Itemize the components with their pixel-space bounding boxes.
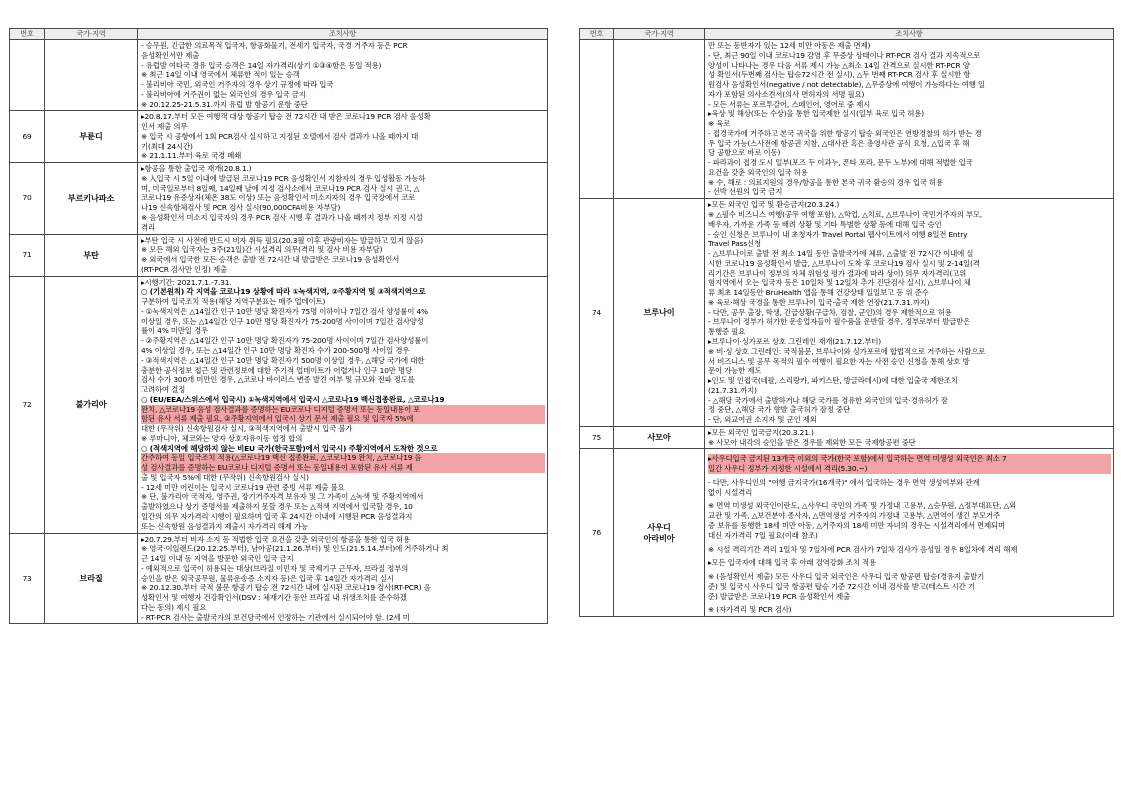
highlighted-measure-line: ▸사우디입국 금지된 13개국 이외의 국가(한국 포함)에서 입국하는 면역 미생성 외국인은 최소 7 (708, 454, 1111, 464)
measure-line: - 승무원, 긴급한 의료목적 입국자, 항공화물기, 전세기 입국자, 국경 거주자 등은 PCR (141, 41, 408, 50)
measure-line: 원검사 음성확인서(negative / not detectable), △무증상에 여행이 가능하다는 여행 일 (708, 80, 985, 90)
measure-line: 률이 4% 미만일 경우 (141, 326, 208, 336)
measure-line: 구분하여 입국조치 적용(해당 지역구분표는 매주 업데이트) (141, 297, 326, 307)
country-name (45, 40, 138, 111)
measure-line: 대한 (무작위) 신속항원검사 실시, ③적색지역에서 출발시 입국 불가 (141, 424, 353, 434)
measure-line: - 브루나이 정부가 허가한 운송업자들이 필수품을 운반할 경우, 정부로부터 발급받은 (708, 317, 971, 327)
country-row (10, 276, 548, 533)
measure-line: 나19 신속항체검사 및 PCR 검사 실시(90,000CFA비용 자부담) (141, 203, 341, 213)
measure-line: - 불리비아 국민, 외국인 거주자의 경우 상기 규정에 따라 입국 (141, 80, 334, 90)
header-measure: 조치사항 (138, 29, 548, 40)
measure-line: (RT-PCR 검사만 인정) 제출 (141, 264, 227, 274)
country-name (614, 40, 705, 199)
country-name: 부탄 (45, 234, 138, 276)
measure-line: - RT-PCR 검사는 출발국가의 보건당국에서 인정하는 기관에서 실시되어야 함. (2세 미 (141, 612, 410, 622)
measure-line: ※ 최근 14일 이내 영국에서 체류한 적이 있는 승객 (141, 70, 300, 80)
measure-cell (138, 234, 548, 276)
highlighted-measure-line: 완치, △코로나19 음성 검사결과를 증명하는 EU코로나 디지털 증명서 또는 동일내용이 포 (141, 405, 545, 415)
measure-line: 요건을 갖춘 외국인의 입국 허용 (708, 167, 808, 177)
measure-line: 며, 미국일로부터 8일째, 14일째 날에 지정 검사소에서 코로나19 PCR 검사 실시 권고, △ (141, 183, 420, 193)
measure-line: ▸브루나이·싱가포르 상호 그린레인 재개(21.7.12.부터) (708, 336, 881, 346)
measure-line: 일간의 의무 자가격리 시행이 필요하며 입국 후 24시간 이내에 시행된 PCR 음성결과지 (141, 511, 413, 521)
measure-line: ※ 외국에서 입국한 모든 승객은 출발 전 72시간 내 발급받은 코로나19 음성확인서 (141, 255, 400, 265)
measure-line: ※ 20.12.25-21.5.31.까지 유럽 발 항공기 운항 중단 (141, 99, 308, 109)
right-measures-table (579, 28, 1114, 617)
measure-line: ※ 단, 불가리아 국적자, 영주권, 장기거주자격 보유자 및 그 가족이 △녹색 및 주황지역에서 (141, 492, 424, 502)
measure-line: 대신 자가격리 7일 필요(이래 참조) (708, 530, 818, 540)
measure-line: ○ (적색지역에 해당하지 않는 비EU 국가(한국포함)에서 입국시) 주황지역에서 도착한 것으로 (141, 443, 438, 453)
measure-cell (138, 111, 548, 163)
measure-line: ※ 비·싱 상호 그린레인: 국적불문, 브루나이와 싱가포르에 합법적으로 거주하는 사람으로 (708, 346, 986, 356)
country-row (10, 40, 548, 111)
measure-line: ▸시행기간: 2021.7.1.-7.31. (141, 277, 232, 287)
measure-line: 시한 코로나19 음성확인서 발급, △브루나이 도착 후 코로나19 검사 실시 및 2-14일(격 (708, 258, 980, 268)
measure-cell (705, 449, 1114, 617)
measure-line: 리기간은 브루나이 정부의 자체 위험성 평가 결과에 따라 상이) 의무 자가격리(고위 (708, 268, 967, 278)
measure-line: - ③적색지역은 △14일간 인구 10만 명당 확진자기 500명 이상일 경우, △해당 국가에 대한 (141, 355, 425, 365)
measure-line: ※ 20.12.30.부터 국적 불문 항공기 탑승 전 72시간 내에 실시된 코로나19 검사(RT-PCR) 음 (141, 583, 431, 593)
measure-line: ※ 육로 (708, 119, 731, 129)
measure-line: 문이 가능한 제도 (708, 366, 762, 376)
row-number: 74 (580, 199, 614, 427)
measure-line: - 단, 외교여권 소지자 및 군인 제외 (708, 415, 817, 425)
measure-line: 증 보유를 동행한 18세 미만 아동, △거주자의 18세 미만 자녀의 경우는 시설격리에서 면제되며 (708, 520, 1005, 530)
measure-line: ※ 음성확인서 미소지 입국자의 경우 PCR 검사 시행 후 결과가 나올 때까지 정부 지정 시설 (141, 213, 423, 223)
measure-line: 준) 및 입국시 사우디 입국 항공편 탑승 기준 72시간 이내 검사를 받고(테스트 시간 기 (708, 581, 975, 591)
measure-line: 험지역에서 오는 입국자 등은 10일차 및 12일차 추가 진단검사 실시), △브루나이 체 (708, 278, 971, 288)
country-row (10, 111, 548, 163)
measure-line: - 선박 선원의 입국 금지 (708, 187, 783, 197)
measure-line: 우 입국 가능(스사전에 항공권 지참, △대사관 혹은 총영사관 공식 요청, △입국 후 해 (708, 138, 970, 148)
measure-cell (138, 163, 548, 234)
measure-line: - 단, 최근 90일 이내 코로나19 감염 후 무증상 상태이나 RT-PCR 검사 결과 지속적으로 (708, 50, 981, 60)
measure-line: 고려하여 결정 (141, 385, 186, 395)
measure-line: 교관 및 가족, △보건분야 종사자, △면역생성 거주자의 가정내 고용부, △면역이 생긴 부모거주 (708, 511, 1001, 521)
row-number: 70 (10, 163, 45, 234)
measure-line: 코로나19 유증상자(체온 38도 이상) 또는 음성확인서 미소지자의 경우 입국장에서 코로 (141, 193, 416, 203)
highlighted-measure-line: 성 검사결과를 증명하는 EU코로나 디지털 증명서 또는 동일내용이 포함된 유사 서류 제 (141, 463, 545, 473)
row-number (10, 40, 45, 111)
header-no: 번호 (580, 29, 614, 40)
measure-line: 출발하였으나 상기 증명서를 제출하지 못할 경우 또는 △적색 지역에서 입국할 경우, 10 (141, 502, 413, 512)
measure-line: ▸모든 외국인 입국금지(20.3.21.) (708, 427, 814, 437)
country-row (10, 533, 548, 624)
measure-line: - 승인 신청은 브루나이 내 초청자가 Travel Portal 웹사이트에서 여행 8일전 Entry (708, 229, 968, 239)
row-number: 71 (10, 234, 45, 276)
row-number (580, 40, 614, 199)
measure-line: ▸모든 외국인 입국 및 환승금지(20.3.24.) (708, 200, 840, 210)
measure-line: - 다만, 공무 출장, 학생, 긴급상황(구급차, 검찰, 군인)의 경우 제한적으로 허용 (708, 307, 952, 317)
measure-line: 통행증 필요 (708, 327, 746, 337)
measure-line: - ②주황지역은 △14일간 인구 10만 명당 확진자가 75-200명 사이이며 7일간 검사양성률이 (141, 336, 429, 346)
measure-line: ※ 21.1.11.부터 육로 국경 폐쇄 (141, 151, 242, 161)
measure-line: 서 비즈니스 및 공무 목적의 필수 여행이 필요한 자는 사전 승인 신청을 통해 상호 방 (708, 356, 970, 366)
header-country: 국가·지역 (614, 29, 705, 40)
measure-line: 자가 포함된 의사소견서(의사 면허자의 서명 필요) (708, 89, 865, 99)
measure-line: 정 중단, △해당 국가 향발 출국허가 잠정 중단 (708, 405, 850, 415)
measure-line: 승인을 받은 외국공무원, 물류운송증 소지자 등)은 입국 후 14일간 자가격리 실시 (141, 573, 394, 583)
measure-line: (21.7.31.까지) (708, 385, 757, 395)
measure-line: 배우자, 가까운 가족 등 배려 상황 및 기타 특별한 상황 등에 대해 입국 승인 (708, 219, 942, 229)
measure-cell (138, 40, 548, 111)
measure-line: - 불리비아에 거주권이 없는 외국인의 경우 입국 금지 (141, 89, 306, 99)
measure-line: ▸20.7.29.부터 비자 소지 등 적법한 입국 요건을 갖춘 외국인의 항공을 통한 입국 허용 (141, 534, 410, 544)
measure-line: 음성확인서만 제출 (141, 50, 200, 60)
measure-line: ※ 사모아 내각의 승인을 받은 경우를 제외한 모든 국제항공편 중단 (708, 437, 916, 447)
measure-line: 근 14일 이내 동 지역을 방문한 외국인 입국 금지 (141, 554, 294, 564)
country-row (580, 199, 1114, 427)
row-number: 75 (580, 426, 614, 449)
header-measure: 조치사항 (705, 29, 1114, 40)
measure-line: 기(최대 24시간) (141, 141, 193, 151)
measure-line: 준) 발급받은 코로나19 PCR 음성확인서 제출 (708, 591, 850, 601)
measure-cell (705, 199, 1114, 427)
measure-line: ▸인도 및 인접국(네팔, 스리랑카, 파키스탄, 방글라데시)에 대한 입출국 제한조치 (708, 376, 958, 386)
measure-line: ※ 모든 해외 입국자는 3주(21일)간 시설격리 의무(격리 및 검사 비용 자부담) (141, 245, 383, 255)
measure-line: ※ 영국·이일랜드(20.12.25.부터), 남아공(21.1.26.부터) 및 인도(21.5.14.부터)에 거주하거나 최 (141, 544, 449, 554)
highlighted-measure-line: 함된 유사 서류 제출 필요, ②주황지역에서 입국시 상기 문서 제출 필요 및 입국자 5%에 (141, 414, 545, 424)
header-country: 국가·지역 (45, 29, 138, 40)
measure-line: ※ 入입국 시 5일 이내에 발급된 코로나19 PCR 음성확인서 지참자의 경우 입성활동 가능하 (141, 173, 426, 183)
row-number: 76 (580, 449, 614, 617)
measure-line: 양성이 나타나는 경우 다음 서류 제시 가능 △최소 14일 간격으로 실시한 RT-PCR 양 (708, 60, 970, 70)
country-name: 부르키나파소 (45, 163, 138, 234)
country-row (580, 40, 1114, 199)
measure-line: 성확인서 및 여행자 건강확인서(DSV : 체재기간 동안 브라질 내 위생조치를 준수하겠 (141, 593, 407, 603)
measure-cell (705, 40, 1114, 199)
measure-line: - ①녹색지역은 △14일간 인구 10만 명당 확진자가 75명 이하이나 7일간 검사 양성률이 4% (141, 306, 428, 316)
country-name: 사우디 아라비아 (614, 449, 705, 617)
measure-line: ※ 면역 미생성 외국인이란도, △사우디 국민의 가족 및 가정내 고용부, △승무원, △정부대표단, △외 (708, 501, 1016, 511)
measure-line: ※ (자가격리 및 PCR 검사) (708, 605, 792, 615)
measure-line: ▸항공을 통한 출입국 재개(20.8.1.) (141, 164, 252, 174)
measure-line: 출 및 입국자 5%에 대한 (무작위) 신속항원검사 실시) (141, 472, 309, 482)
measure-line: - 유럽발 여타국 경유 입국 승객은 14일 자가격리(상기 ①③④항은 동일 적용) (141, 60, 382, 70)
country-name: 사모아 (614, 426, 705, 449)
measure-line: ※ 시설 격리기간 격리 1일차 및 7일차에 PCR 검사가 7일차 검사가 음성일 경우 8일차에 격리 해제 (708, 544, 1018, 554)
measure-line: ▸육상 및 해상(또는 수상)을 통한 입국제한 실시(일부 육로 입국 허용) (708, 109, 925, 119)
measure-line: 류 최초 14일동안 BruHealth 앱을 통해 건강상태 일일보고 등 위 준수 (708, 288, 929, 298)
measure-cell (705, 426, 1114, 449)
measure-line: 격리 (141, 222, 155, 232)
highlighted-measure-line: 일간 사우디 정부가 지정한 시설에서 격리(5.30.~) (708, 464, 1111, 474)
measure-line: Travel Pass신청 (708, 239, 762, 249)
measure-line: 검사 수가 300개 미만인 경우, △코로나 바이러스 변종 발견 여부 및 규모와 전파 정도를 (141, 375, 415, 385)
measure-line: ※ (음성확인서 제출) 모든 사우디 입국 외국인은 사우디 입국 항공편 탑승(경유지 출발기 (708, 572, 985, 582)
left-measures-table (9, 28, 548, 624)
measure-line: 이상일 경우, 또는 △14일간 인구 10만 명당 확진자가 75-200명 사이이며 7일간 검사양성 (141, 316, 424, 326)
measure-line: 만 또는 동반자가 있는 12세 미만 아동은 제출 면제) (708, 41, 871, 50)
highlighted-measure-line: 간주하여 동일 입국조치 적용(△코로나19 백신 접종완료, △코로나19 완치, △코로나19 음 (141, 453, 545, 463)
measure-line: ○ (EU/EEA/스위스에서 입국시) ①녹색지역에서 입국시 △코로나19 백신접종완료, △코로나19 (141, 394, 445, 404)
measure-line: ▸20.8.17.부터 모든 여행객 대상 항공기 탑승 전 72시간 내 받은 코로나19 PCR 검사 음성확 (141, 112, 431, 122)
country-name: 부룬디 (45, 111, 138, 163)
measure-line: 당 공항으로 바로 이동) (708, 148, 781, 158)
measure-line: - 다만, 사우디인의 "여행 금지국가(16개국)" 에서 입국하는 경우 면역 생성여부와 관계 (708, 477, 980, 487)
country-row (580, 426, 1114, 449)
measure-line: - △브루나이로 출발 전 최소 14일 동안 출발국가에 체류, △출발 전 72시간 이내에 실 (708, 249, 974, 259)
measure-line: - △해당 국가에서 출발하거나 해당 국가를 경유한 외국인의 입국·경유허가 잠 (708, 395, 948, 405)
measure-line: 성 확인서(두번째 검사는 탑승72시간 전 실시), △두 번째 RT-PCR 검사 후 실시한 항 (708, 70, 971, 80)
country-name: 브라질 (45, 533, 138, 624)
country-name: 불가리아 (45, 276, 138, 533)
measure-line: ※ 루마니아, 체코와는 양자 상호자유이동 협정 합의 (141, 433, 303, 443)
measure-cell (138, 276, 548, 533)
measure-line: - 예외적으로 입국이 허용되는 대상(브라질 이민자 및 국제기구 근무자, 브라질 정부의 (141, 563, 409, 573)
measure-line: 충분한 공식정보 접근 및 관련정보에 대한 주기적 업데이트가 어렵거나 인구 10만 명당 (141, 365, 412, 375)
measure-line: ※ 입국 시 공항에서 1회 PCR검사 실시하고 지정된 호텔에서 검사 결과가 나올 때까지 대 (141, 131, 419, 141)
measure-line: - 접경국가에 거주하고 본국 귀국을 위한 항공기 탑승 외국인은 연방경찰의 허가 받는 경 (708, 128, 982, 138)
measure-line: ※ △필수 비즈니스 여행(공무 여행 포함), △학업, △치료, △브루나이 국민거주자의 부모, (708, 210, 983, 220)
measure-line: - 파라과이 접경 도시 일부(포즈 두 이과누, 폰타 포라, 문두 노부)에 대해 적법한 입국 (708, 158, 973, 168)
country-row (10, 163, 548, 234)
header-no: 번호 (10, 29, 45, 40)
measure-cell (138, 533, 548, 624)
row-number: 69 (10, 111, 45, 163)
measure-line: 없이 시설격리 (708, 487, 753, 497)
measure-line: ○ (기본원칙) 각 지역을 코로나19 상황에 따라 ①녹색지역, ②주황지역 및 ③적색지역으로 (141, 287, 426, 297)
row-number: 72 (10, 276, 45, 533)
measure-line: - 모든 서류는 포르투갈어, 스페인어, 영어로 중 제시 (708, 99, 871, 109)
country-row (580, 449, 1114, 617)
measure-line: 또는 신속항원 음성결과지 제출시 자가격리 해제 가능 (141, 521, 308, 531)
row-number: 73 (10, 533, 45, 624)
measure-line: 다는 동의) 제시 필요 (141, 602, 207, 612)
measure-line: 4% 이상일 경우, 또는 △14일간 인구 10만 명당 확진자 수가 200-500명 사이일 경우 (141, 345, 410, 355)
measure-line: 인서 제출 의무 (141, 122, 188, 132)
right-header-row (580, 29, 1114, 40)
measure-line: - 12세 미만 어린이는 입국시 코로나19 관련 증빙 서류 제출 불요 (141, 482, 345, 492)
measure-line: ※ 수, 해로 : 의료지원의 경우/항공을 통한 본국 귀국 환승의 경우 입국 허용 (708, 177, 944, 187)
country-row (10, 234, 548, 276)
left-header-row (10, 29, 548, 40)
measure-line: ▸모든 입국자에 대해 입국 후 아래 검역강화 조치 적용 (708, 558, 876, 568)
country-name: 브루나이 (614, 199, 705, 427)
measure-line: ▸부탄 입국 시 사전에 반드시 비자 취득 필요(20.3월 이후 관광비자는 발급하고 있지 않음) (141, 235, 423, 245)
measure-line: ※ 육로·해상 국경을 통한 브루나이 입국·출국 제한 연장(21.7.31.까지) (708, 297, 930, 307)
